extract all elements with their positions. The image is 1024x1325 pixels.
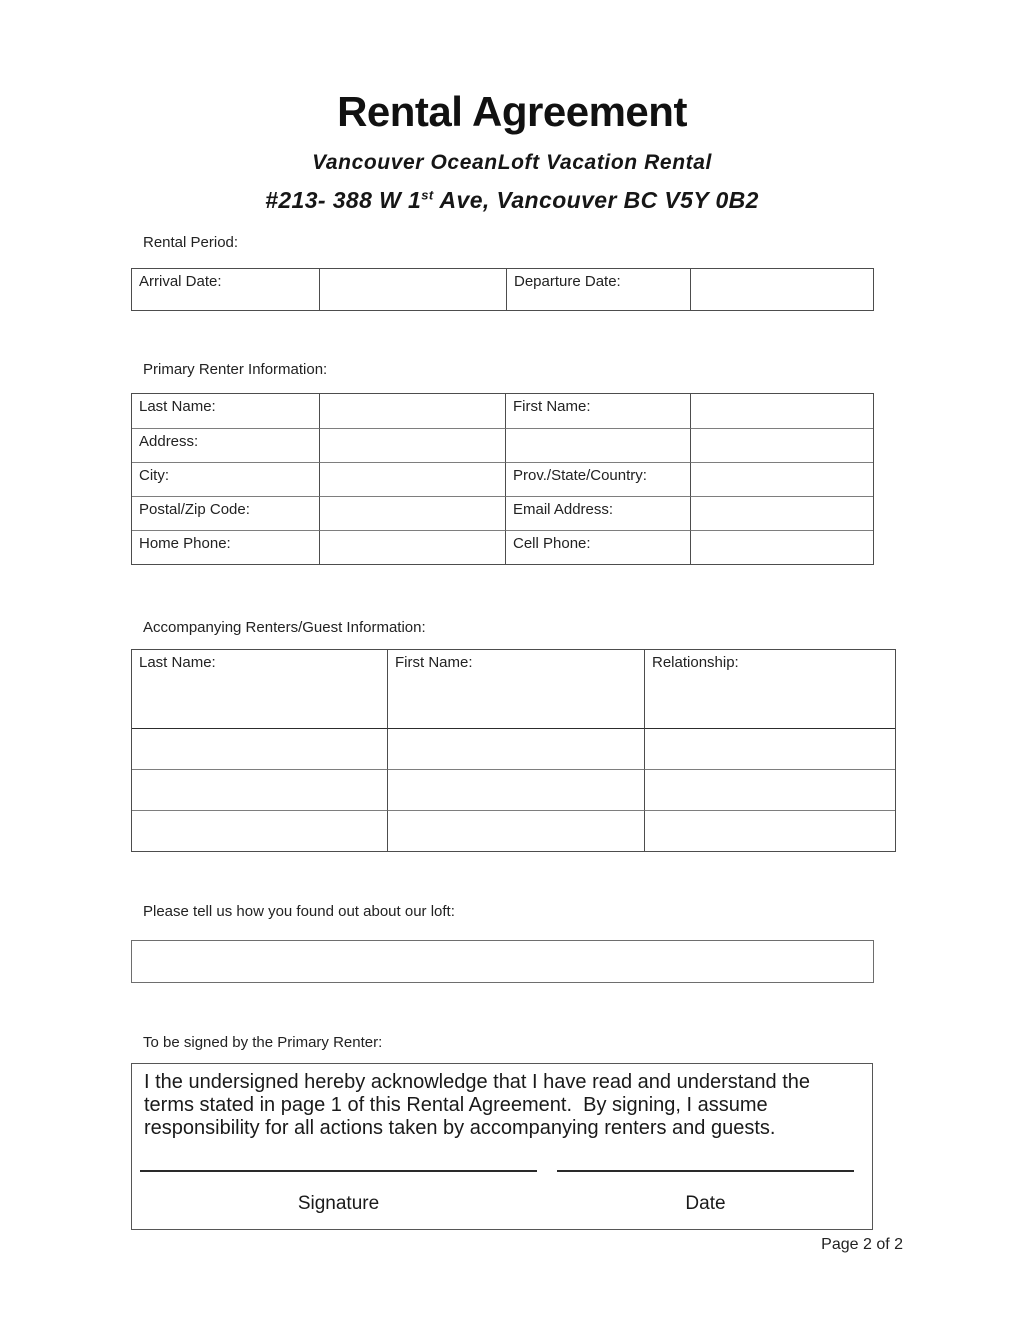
guest-row2-last-name-field[interactable] xyxy=(132,769,388,810)
prov-state-country-field[interactable] xyxy=(691,462,873,496)
guest-first-name-header: First Name: xyxy=(388,650,645,728)
city-field[interactable] xyxy=(320,462,506,496)
last-name-label: Last Name: xyxy=(132,394,320,428)
primary-renter-section-label: Primary Renter Information: xyxy=(143,361,328,378)
guest-row1-first-name-field[interactable] xyxy=(388,728,645,769)
date-caption: Date xyxy=(685,1193,726,1214)
first-name-field[interactable] xyxy=(691,394,873,428)
address-field-2[interactable] xyxy=(506,428,691,462)
accompanying-section-label: Accompanying Renters/Guest Information: xyxy=(143,619,426,636)
accompanying-guests-table xyxy=(131,649,896,852)
address-field-3[interactable] xyxy=(691,428,873,462)
address-label: Address: xyxy=(132,428,320,462)
acknowledgement-line: terms stated in page 1 of this Rental Agreement. By signing, I assume xyxy=(144,1094,768,1116)
acknowledgement-box xyxy=(131,1063,873,1230)
first-name-label: First Name: xyxy=(506,394,691,428)
postal-zip-label: Postal/Zip Code: xyxy=(132,496,320,530)
property-address xyxy=(0,187,1024,214)
rental-period-table xyxy=(131,268,874,311)
home-phone-label: Home Phone: xyxy=(132,530,320,564)
address-suffix: Ave, Vancouver BC V5Y 0B2 xyxy=(433,187,759,213)
departure-date-label: Departure Date: xyxy=(507,269,691,310)
prov-state-country-label: Prov./State/Country: xyxy=(506,462,691,496)
city-label: City: xyxy=(132,462,320,496)
date-line[interactable] xyxy=(557,1170,854,1172)
departure-date-field[interactable] xyxy=(691,269,873,310)
acknowledgement-line: I the undersigned hereby acknowledge that I have read and understand the xyxy=(144,1071,811,1093)
referral-answer-field[interactable] xyxy=(131,940,874,983)
guest-row1-last-name-field[interactable] xyxy=(132,728,388,769)
property-subtitle: Vancouver OceanLoft Vacation Rental xyxy=(312,151,712,174)
cell-phone-label: Cell Phone: xyxy=(506,530,691,564)
signature-line[interactable] xyxy=(140,1170,537,1172)
guest-relationship-header: Relationship: xyxy=(652,654,739,671)
referral-question-label: Please tell us how you found out about our loft: xyxy=(143,903,455,920)
guest-last-name-header: Last Name: xyxy=(132,650,388,728)
page-title: Rental Agreement xyxy=(337,88,687,135)
postal-zip-field[interactable] xyxy=(320,496,506,530)
address-ordinal-suffix: st xyxy=(421,187,434,203)
guest-row2-relationship-field[interactable] xyxy=(645,769,895,810)
acknowledgement-line: responsibility for all actions taken by accompanying renters and guests. xyxy=(144,1117,776,1139)
home-phone-field[interactable] xyxy=(320,530,506,564)
cell-phone-field[interactable] xyxy=(691,530,873,564)
guest-row3-first-name-field[interactable] xyxy=(388,810,645,851)
address-field-1[interactable] xyxy=(320,428,506,462)
last-name-field[interactable] xyxy=(320,394,506,428)
arrival-date-field[interactable] xyxy=(320,269,507,310)
guest-row2-first-name-field[interactable] xyxy=(388,769,645,810)
acknowledgement-text xyxy=(132,1064,872,1140)
email-address-field[interactable] xyxy=(691,496,873,530)
signature-caption: Signature xyxy=(297,1193,380,1214)
page-number: Page 2 of 2 xyxy=(821,1236,903,1253)
guest-row3-relationship-field[interactable] xyxy=(645,810,895,851)
address-prefix: #213- 388 W 1 xyxy=(265,187,422,213)
primary-renter-table xyxy=(131,393,874,565)
guest-row3-last-name-field[interactable] xyxy=(132,810,388,851)
guest-row1-relationship-field[interactable] xyxy=(645,728,895,769)
email-address-label: Email Address: xyxy=(506,496,691,530)
signature-section-label: To be signed by the Primary Renter: xyxy=(143,1034,383,1051)
arrival-date-label: Arrival Date: xyxy=(132,269,320,310)
rental-period-label: Rental Period: xyxy=(143,234,239,251)
